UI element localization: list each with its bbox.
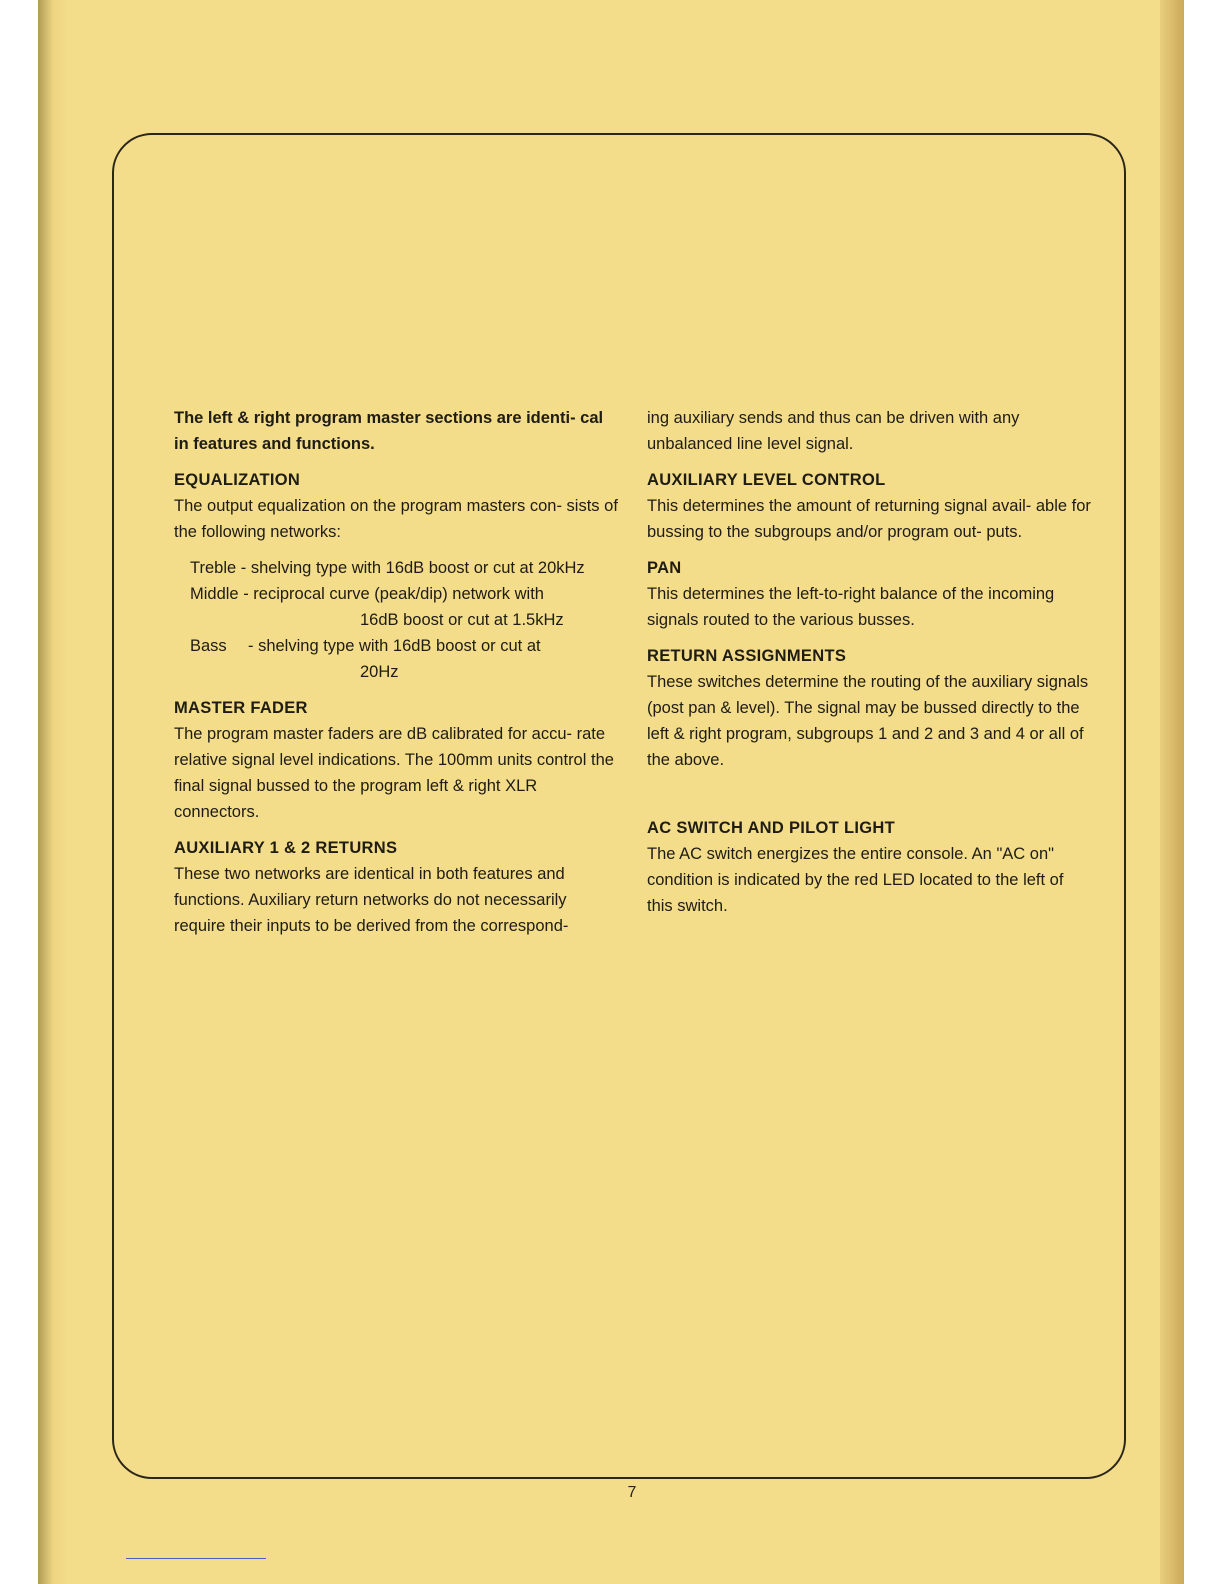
eq-middle-cont: 16dB boost or cut at 1.5kHz: [360, 611, 564, 629]
page-edge-right: [1160, 0, 1184, 1584]
eq-bass: [190, 633, 620, 659]
aux-level-heading: AUXILIARY LEVEL CONTROL: [647, 471, 886, 489]
continued-text: ing auxiliary sends and thus can be driven with any unbalanced line level signal.: [647, 409, 1020, 453]
aux-level-text: This determines the amount of returning signal avail- able for bussing to the subgroups and/or program out- puts.: [647, 497, 1091, 541]
aux-returns-heading: AUXILIARY 1 & 2 RETURNS: [174, 839, 398, 857]
return-assignments-text: These switches determine the routing of the auxiliary signals (post pan & level). The signal may be bussed directly to the left & right program, subgroups 1 and 2 and 3 and 4 or all of the above.: [647, 673, 1089, 769]
eq-middle: Middle - reciprocal curve (peak/dip) network with: [190, 585, 544, 603]
eq-bass-cont: 20Hz: [360, 663, 399, 681]
equalization-heading: EQUALIZATION: [174, 471, 301, 489]
eq-bass-name: Bass: [190, 637, 227, 655]
section-gap: [647, 783, 1093, 815]
left-column: [174, 405, 620, 949]
master-fader-heading: MASTER FADER: [174, 699, 308, 717]
eq-treble: Treble - shelving type with 16dB boost or cut at 20kHz: [190, 559, 585, 577]
eq-network-list: [190, 555, 620, 685]
scan-margin-left: [0, 0, 40, 1584]
pan-heading: PAN: [647, 559, 682, 577]
ac-switch-heading: AC SWITCH AND PILOT LIGHT: [647, 819, 895, 837]
equalization-text: The output equalization on the program masters con- sists of the following networks:: [174, 497, 618, 541]
master-fader-text: The program master faders are dB calibrated for accu- rate relative signal level indications. The 100mm units control the final signal bussed to the program left & right XLR connectors.: [174, 725, 614, 821]
intro-text: The left & right program master sections are identi- cal in features and functions.: [174, 409, 604, 453]
aux-returns-text: These two networks are identical in both features and functions. Auxiliary return networks do not necessarily require their inputs to be derived from the correspond-: [174, 865, 569, 935]
ac-switch-text: The AC switch energizes the entire console. An "AC on" condition is indicated by the red LED located to the left of this switch.: [647, 845, 1064, 915]
scan-underline-mark: [126, 1558, 266, 1559]
pan-text: This determines the left-to-right balance of the incoming signals routed to the various busses.: [647, 585, 1055, 629]
return-assignments-heading: RETURN ASSIGNMENTS: [647, 647, 847, 665]
scan-margin-right: [1184, 0, 1224, 1584]
right-column: [647, 405, 1093, 929]
binding-shadow: [38, 0, 68, 1584]
page-number: 7: [627, 1484, 637, 1501]
eq-bass-desc: - shelving type with 16dB boost or cut at: [248, 637, 541, 655]
